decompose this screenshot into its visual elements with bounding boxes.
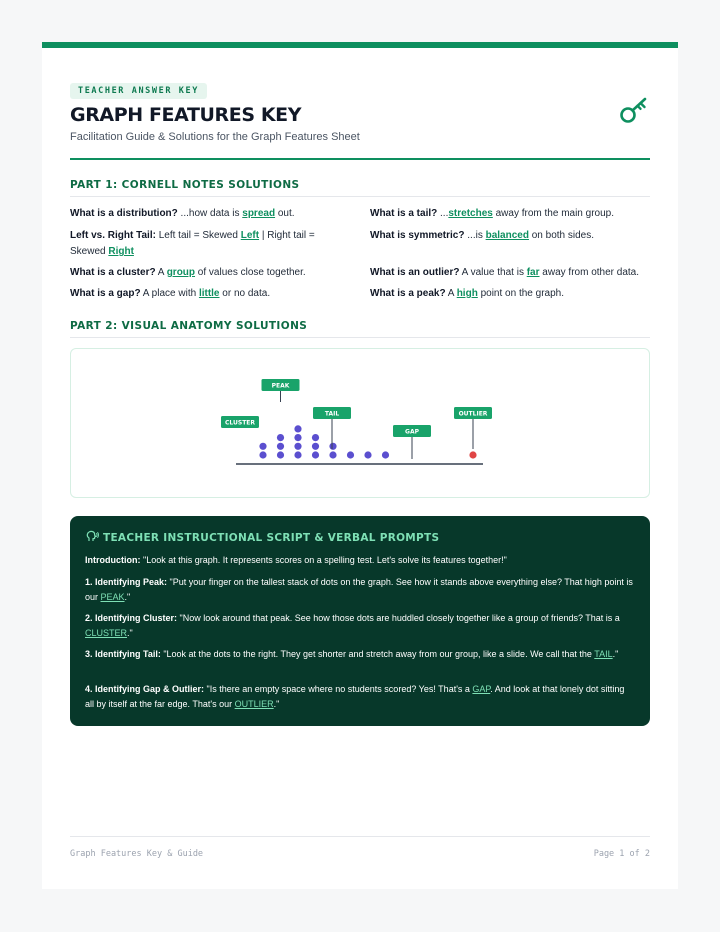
data-dot: [259, 443, 266, 450]
part2-rule: [70, 337, 650, 338]
script-heading: [86, 530, 439, 544]
data-dot: [277, 451, 284, 458]
data-dot: [382, 451, 389, 458]
note-gap: What is a gap? A place with little or no data.: [70, 288, 271, 299]
answer-key-badge: TEACHER ANSWER KEY: [70, 83, 207, 99]
data-dot: [312, 451, 319, 458]
label-cluster: CLUSTER: [224, 419, 256, 427]
data-dot: [329, 451, 336, 458]
key-icon: [620, 96, 650, 124]
label-gap: GAP: [405, 428, 419, 436]
label-peak: PEAK: [271, 382, 290, 390]
script-intro: Introduction: "Look at this graph. It represents scores on a spelling test. Let's solve its features together!": [85, 555, 507, 565]
note-tail: What is a tail? ...stretches away from the main group.: [370, 208, 614, 219]
note-outlier: What is an outlier? A value that is far away from other data.: [370, 267, 640, 278]
note-skew: Left vs. Right Tail: Left tail = Skewed Left | Right tail = Skewed Right: [70, 230, 315, 257]
page-title: GRAPH FEATURES KEY: [70, 104, 302, 126]
note-distribution: What is a distribution? ...how data is spread out.: [70, 208, 295, 219]
data-dot: [347, 451, 354, 458]
speaking-head-icon: [86, 530, 99, 543]
data-dot: [294, 451, 301, 458]
data-dot: [312, 434, 319, 441]
script-tail: 3. Identifying Tail: "Look at the dots to the right. They get shorter and stretch away from our group, like a slide. We call that the TAIL.": [85, 649, 619, 659]
data-dot: [259, 451, 266, 458]
worksheet-page: [42, 42, 678, 889]
note-peak: What is a peak? A high point on the graph.: [370, 288, 564, 299]
data-dot: [277, 443, 284, 450]
data-dot: [329, 443, 336, 450]
top-accent-bar: [42, 42, 678, 48]
label-outlier: OUTLIER: [458, 410, 488, 418]
header-divider: [70, 158, 650, 160]
anatomy-diagram-panel: [70, 348, 650, 498]
note-cluster: What is a cluster? A group of values close together.: [70, 267, 306, 278]
script-cluster: 2. Identifying Cluster: "Now look around that peak. See how those dots are huddled closely together like a group of friends? That is a CLUSTER.": [85, 613, 620, 638]
teacher-script-panel: [70, 516, 650, 726]
footer-rule: [70, 836, 650, 837]
page-subtitle: Facilitation Guide & Solutions for the Graph Features Sheet: [70, 131, 360, 143]
data-dot: [364, 451, 371, 458]
data-dot: [294, 434, 301, 441]
part1-rule: [70, 196, 650, 197]
data-dot: [277, 434, 284, 441]
label-tail: TAIL: [324, 410, 340, 418]
data-dot: [312, 443, 319, 450]
note-symmetric: What is symmetric? ...is balanced on both sides.: [370, 230, 595, 241]
footer-left: Graph Features Key & Guide: [70, 849, 204, 859]
data-dot: [294, 425, 301, 432]
script-peak: 1. Identifying Peak: "Put your finger on the tallest stack of dots on the graph. See how it stands above everything else? That high point is our PEAK.": [85, 577, 633, 602]
part2-heading: PART 2: VISUAL ANATOMY SOLUTIONS: [70, 320, 308, 332]
script-title: TEACHER INSTRUCTIONAL SCRIPT & VERBAL PROMPTS: [103, 532, 440, 544]
outlier-dot: [469, 451, 476, 458]
script-gap-outlier: 4. Identifying Gap & Outlier: "Is there an empty space where no students scored? Yes! That's a GAP. And look at that lonely dot sitting all by itself at the far edge. That's our OUTLIER.": [85, 684, 625, 709]
part1-heading: PART 1: CORNELL NOTES SOLUTIONS: [70, 179, 300, 191]
dot-plot: [71, 349, 648, 496]
data-dot: [294, 443, 301, 450]
footer-page-number: Page 1 of 2: [593, 849, 650, 859]
